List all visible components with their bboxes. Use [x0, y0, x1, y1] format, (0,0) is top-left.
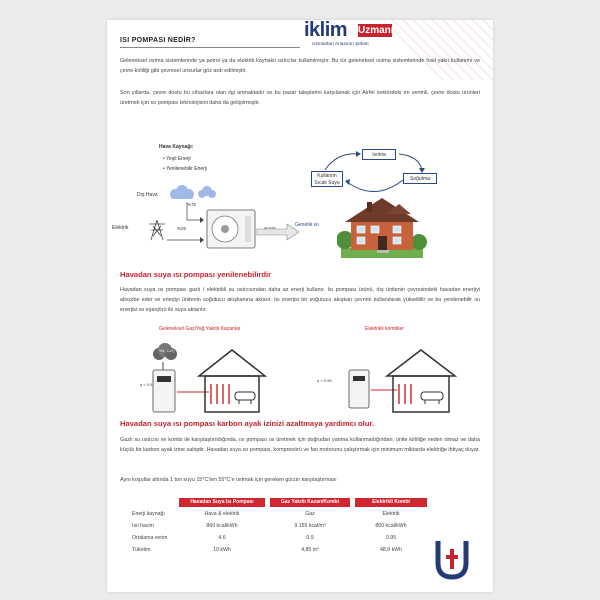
left-efficiency: η = 0.9: [140, 382, 153, 387]
logo-badge: Uzmanı: [358, 25, 394, 36]
table-header-heatpump: Havadan Suya Isı Pompası: [179, 498, 265, 507]
comparison-intro: Aynı koşullar altında 1 ton suyu 15°C'ten 55°C'e ısıtmak için gereken gücün karşılaştırması: [120, 477, 337, 483]
pct100-label: %100: [264, 226, 276, 231]
cycle-heating-box: Isıtma: [362, 149, 396, 160]
section2-paragraph: Havadan suya ısı pompası gazlı / elektrikli su ısıtıcısından daha az enerji kullanır. Isı pompası ürünü, dış ünitenin çevresindeki havadan enerjiyi absorbe eder ve enerjiyi ünitenin soğutucu akışkanına aktarır. Isı enerjisi bir soğutucu akışkan çevrimi kullanılarak yükseltilir ve bu yenilenebilir ısı enerjisi ısı eşanjörü ile suya aktarılır.: [120, 287, 480, 313]
section3-paragraph: Gazlı su ısıtıcısı ve kombi ile karşılaştırıldığında, ısı pompası ısı üretmek için doğrudan yanma kullanmadığından, ünite kirliliğe neden olmaz ve daha küçük bir karbon ayak izine sahiptir. Havadan suya ısı pompası, kompresörü ve fan motorunu çalıştırmak için minimum miktarda elektriğe ihtiyaç duyar.: [120, 437, 480, 453]
source-title: Hava Kaynağı:: [159, 144, 194, 150]
electricity-label: Elektrik: [112, 225, 129, 231]
right-efficiency: η = 0.95: [317, 378, 332, 383]
logo-text: iklim: [304, 20, 348, 41]
intro-paragraph-2: Son yıllarda, çevre dostu bu cihazlara olan ilgi artmaktadır ve bu pazar taleplerini karşılamak için Airfel sektördeki en verimli, çevre dostu ürünleri üretmek için ısı pompası teknolojisini daha da geliştirmiştir.: [120, 90, 480, 106]
brand-mark-icon: [432, 535, 472, 585]
source-bullet-1: • Yeşil Enerji: [163, 156, 191, 162]
document-page: iklim Uzmanı Uzmanları Anasının Şirketi ISI POMPASI NEDİR? Geleneksel ısıtma sistemlerinde ya petrol ya da elektrik kaynaklı ısıtıcılar kullanılmıştır. Bu tür geleneksel ısıtma sistemlerinde fosil yakıt kullanımı ve çevre kirliliği gibi çevresel unsurlar göz ardı edilmiştir. Son yıllarda, çevre dostu bu cihazlara olan ilgi artmaktadır ve bu pazar taleplerini karşılamak için Airfel sektördeki en verimli, çevre dostu ürünleri üretmek için ısı pompası teknolojisini daha da geliştirmiştir. Hava Kaynağı: • Yeşil Enerji • Yenilenebilir Enerji Dış Hava Elektrik %75 %25 %100 Genetik ısı Isıtma Kullanım Sıcak Suyu Soğutma Havadan suya ısı pompası yenilenebilirdir Havadan suya ısı pompası gazlı / elektrikli su ısıtıcısından daha az enerji kullanır. Isı pompası ürünü, dış ünitenin çevresindeki havadan enerjiyi absorbe eder ve enerjiyi ünitenin soğutucu akışkanına aktarır. Isı enerjisi bir soğutucu akışkan çevrimi kullanılarak yükseltilir ve bu yenilenebilir ısı enerjisi ısı eşanjörü ile suya aktarılır. Geleneksel Gaz/Yağ Yakıtlı Kazanlar Elektrikli kombiler %1, CO₂ η = 0.9 η = 0.95 Havadan suya ısı pompası karbon ayak izinizi azaltmaya yardımcı olur. Gazlı su ısıtıcısı ve kombi ile karşılaştırıldığında, ısı pompası ısı üretmek için doğrudan yanma kullanmadığından, ünite kirliliğe neden olmaz ve daha küçük bir karbon ayak izine sahiptir. Havadan suya ısı pompası, kompresörü ve fan motorunu çalıştırmak için minimum miktarda elektriğe ihtiyaç duyar. Aynı koşullar altında 1 ton suyu 15°C'ten 55°C'e ısıtmak için gereken gücün karşılaştırması Havadan Suya Isı Pompası Gaz Yakıtlı Kazan/Kombi Elektrikli Kombi Enerji kaynağı Hava & elektrik Gaz Elektrik Isıl hacim 860 kcal/kWh 9.155 kcal/m³ 860 kcal/kWh Ortalama verim 4,6 0.9 0.95 Tüketim 10 kWh 4,85 m³ 48,9 kWh: [107, 20, 493, 592]
cycle-cooling-box: Soğutma: [403, 173, 437, 184]
page-title: ISI POMPASI NEDİR?: [120, 37, 196, 44]
table-header-gas: Gaz Yakıtlı Kazan/Kombi: [270, 498, 350, 507]
intro-paragraph-1: Geleneksel ısıtma sistemlerinde ya petrol ya da elektrik kaynaklı ısıtıcılar kullanılmıştır. Bu tür geleneksel ısıtma sistemlerinde fosil yakıt kullanımı ve çevre kirliliği gibi çevresel unsurlar göz ardı edilmiştir.: [120, 58, 480, 74]
title-underline: [120, 47, 300, 48]
table-header-electric: Elektrikli Kombi: [355, 498, 427, 507]
left-caption: Geleneksel Gaz/Yağ Yakıtlı Kazanlar: [159, 326, 241, 332]
right-caption: Elektrikli kombiler: [365, 326, 404, 332]
pct25-label: %25: [177, 226, 187, 231]
outdoor-air-label: Dış Hava: [137, 192, 158, 198]
pct75-label: %75: [187, 202, 197, 207]
power-tower-icon: [149, 220, 165, 240]
section3-heading: Havadan suya ısı pompası karbon ayak izinizi azaltmaya yardımcı olur.: [120, 419, 375, 428]
heat-pump-flow-diagram: [107, 180, 337, 255]
heat-pump-unit-icon: [207, 210, 255, 248]
gas-boiler-illustration: [137, 340, 277, 420]
house-illustration: [337, 192, 427, 264]
section2-heading: Havadan suya ısı pompası yenilenebilirdir: [120, 270, 272, 279]
smoke-label: %1, CO₂: [159, 348, 175, 353]
electric-boiler-illustration: [339, 340, 479, 420]
cloud-icon: [170, 185, 216, 199]
cycle-hotwater-box: Kullanım Sıcak Suyu: [311, 171, 343, 187]
source-bullet-2: • Yenilenebilir Enerji: [163, 166, 208, 172]
logo-subtitle: Uzmanları Anasının Şirketi: [312, 42, 369, 47]
heat-output-label: Genetik ısı: [295, 222, 319, 228]
